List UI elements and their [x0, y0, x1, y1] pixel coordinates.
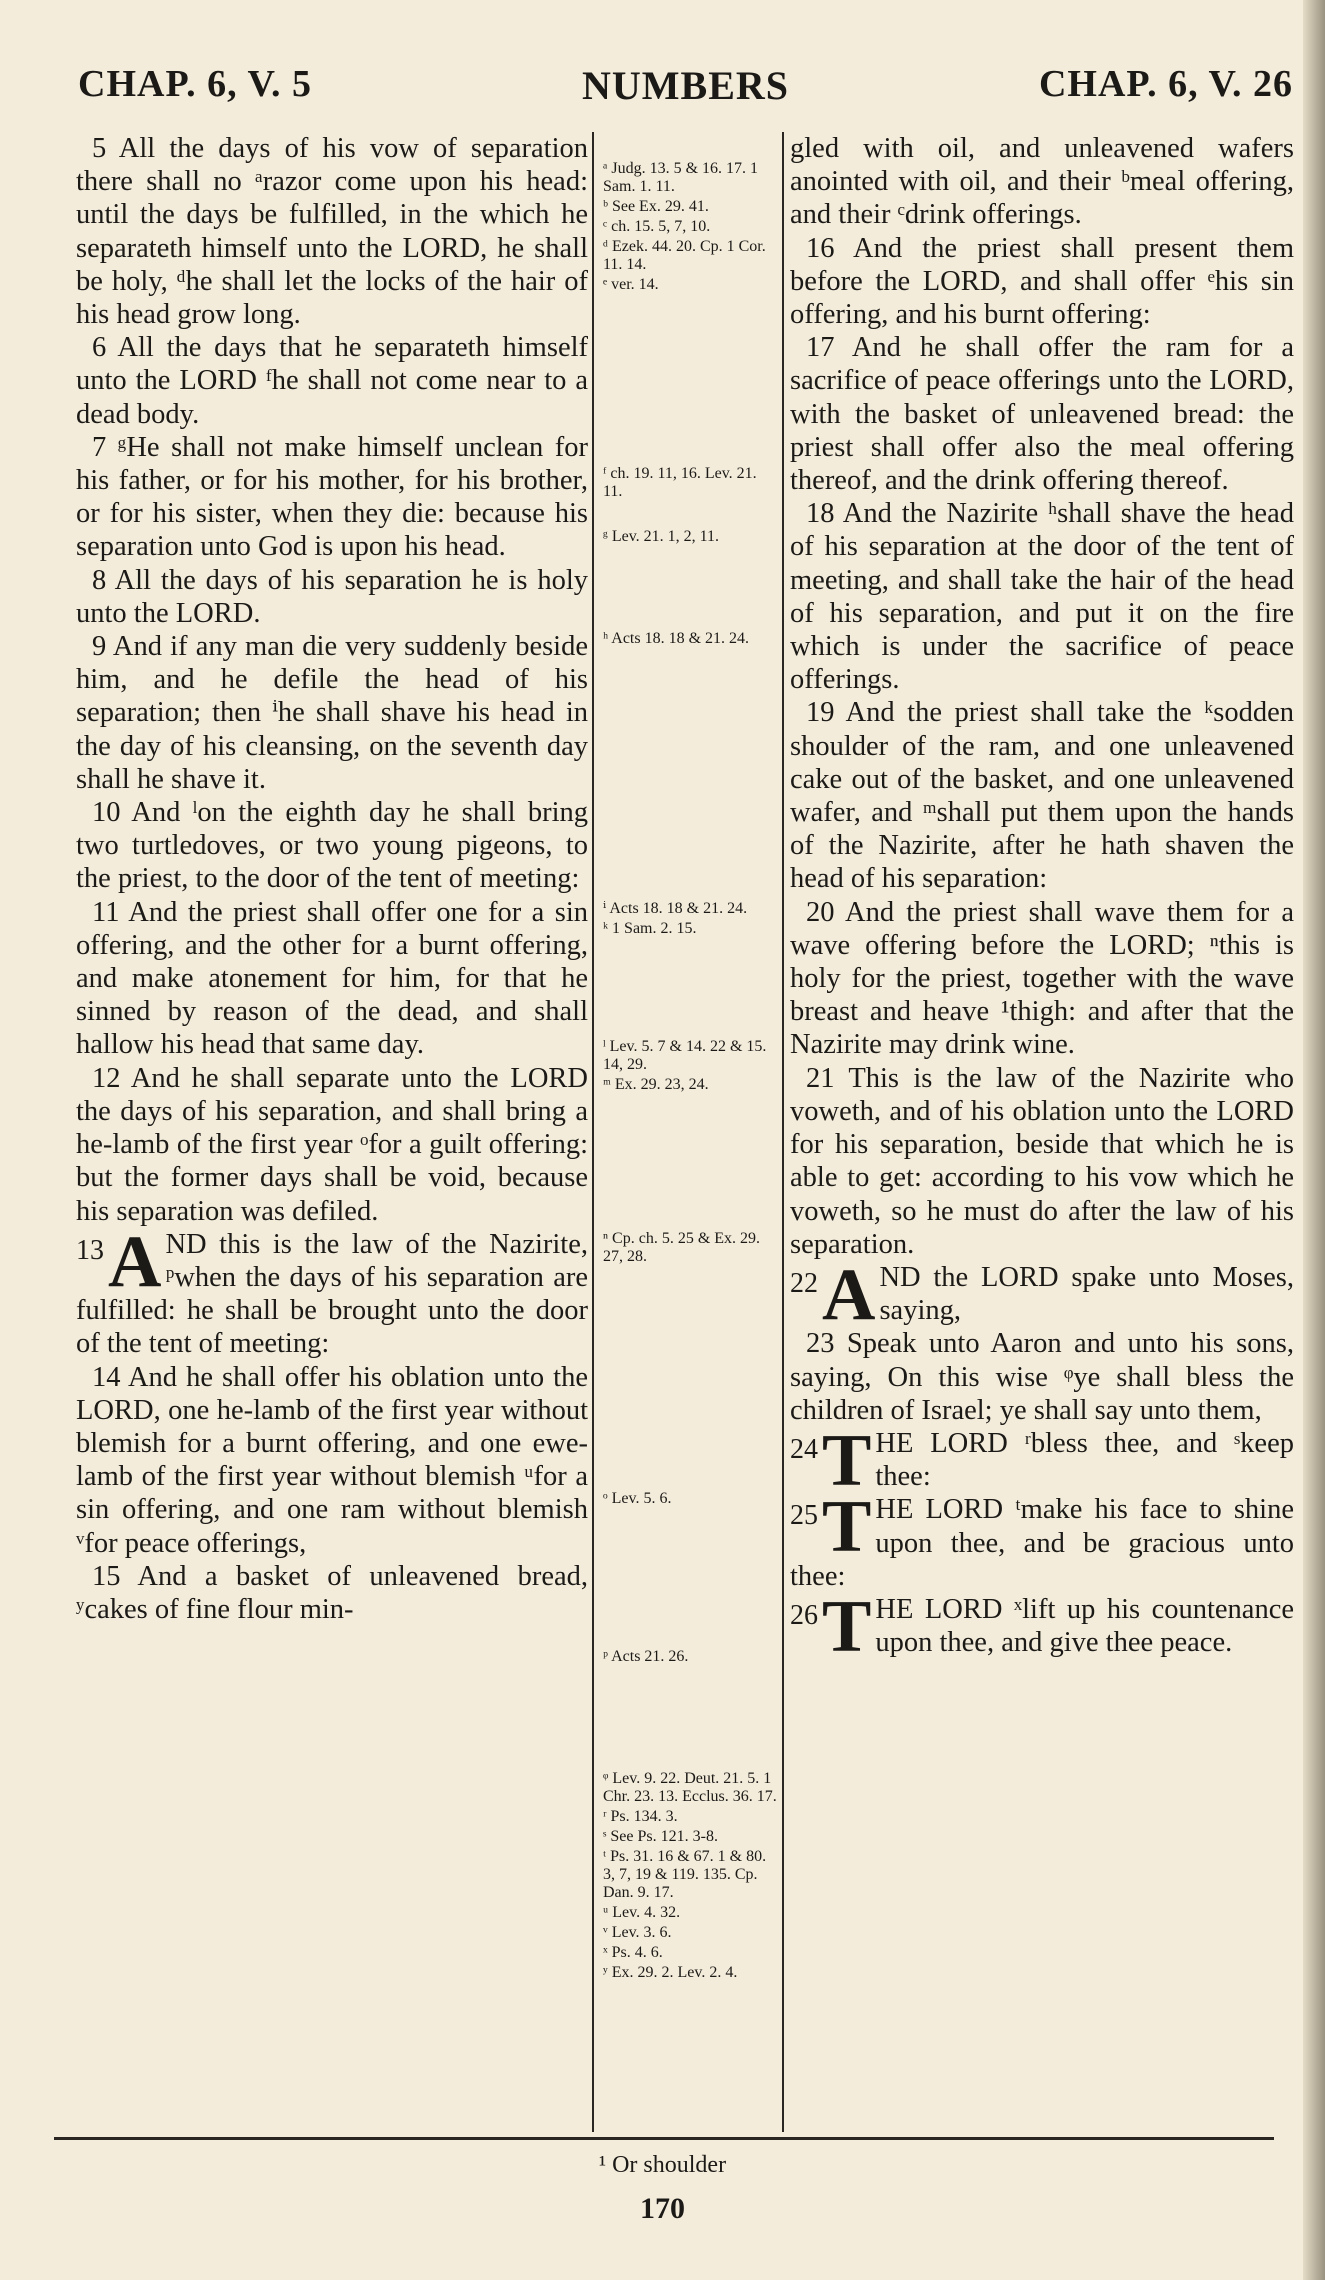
verse-6: 6 All the days that he separateth himself unto the LORD ᶠhe shall not come near to a dead body.	[76, 332, 588, 430]
page-binding-edge	[1303, 0, 1325, 2280]
xref-group-1	[603, 160, 778, 296]
verse-13	[76, 1220, 588, 1361]
xref-group-8	[603, 1490, 778, 1510]
verse-18: 18 And the Nazirite ʰshall shave the head of his separation at the door of the tent of meeting, and shall take the hair of the head of his separation, and put it on the fire which is under the sacrifice of peace offerings.	[790, 498, 1294, 696]
xref-h: ʰ Acts 18. 18 & 21. 24.	[603, 630, 750, 647]
xref-u: ᵘ Lev. 4. 32.	[603, 1904, 681, 1921]
verse-26-drop-cap: T	[822, 1585, 872, 1668]
left-text-column	[76, 132, 588, 1626]
verse-21: 21 This is the law of the Nazirite who voweth, and of his oblation unto the LORD for his separation, beside that which he is able to get: according to his vow which he voweth, so he must do after the law of his separation.	[790, 1062, 1294, 1260]
verse-13-drop-cap: A	[108, 1220, 162, 1303]
verse-10: 10 And ˡon the eighth day he shall bring two turtledoves, or two young pigeons, to the priest, to the door of the tent of meeting:	[76, 797, 588, 895]
xref-d: ᵈ Ezek. 44. 20. Cp. 1 Cor. 11. 14.	[603, 238, 766, 273]
verse-7: 7 ᵍHe shall not make himself unclean for his father, or for his mother, for his brother, or for his sister, when they die: because his separation unto God is upon his head.	[76, 431, 588, 563]
verse-22	[790, 1253, 1294, 1336]
verse-24-drop-cap: T	[822, 1419, 872, 1502]
xref-y: ʸ Ex. 29. 2. Lev. 2. 4.	[603, 1964, 738, 1981]
page-number: 170	[640, 2192, 685, 2225]
verse-24-number: 24	[790, 1433, 818, 1465]
chapter-verse-start: CHAP. 6, V. 5	[78, 63, 313, 105]
verse-25-number: 25	[790, 1500, 818, 1532]
verse-25	[790, 1486, 1294, 1593]
xref-c: ᶜ ch. 15. 5, 7, 10.	[603, 218, 711, 235]
xref-group-9	[603, 1648, 778, 1668]
xref-x: ˣ Ps. 4. 6.	[603, 1944, 663, 1961]
xref-q: ᵠ Lev. 9. 22. Deut. 21. 5. 1 Chr. 23. 13. Ecclus. 36. 17.	[603, 1770, 777, 1805]
verse-22-text: ND the LORD spake unto Moses, saying,	[879, 1261, 1294, 1327]
verse-5: 5 All the days of his vow of separation there shall no ᵃrazor come upon his head: until the days be fulfilled, in the which he separateth himself unto the LORD, he shall be holy, ᵈhe shall let the locks of the hair of his head grow long.	[76, 133, 588, 331]
verse-13-number: 13	[76, 1234, 104, 1266]
xref-group-5	[603, 900, 778, 940]
xref-n: ⁿ Cp. ch. 5. 25 & Ex. 29. 27, 28.	[603, 1230, 761, 1265]
xref-a: ᵃ Judg. 13. 5 & 16. 17. 1 Sam. 1. 11.	[603, 160, 759, 195]
verse-15-continued: gled with oil, and unleavened wafers anointed with oil, and their ᵇmeal offering, and their ᶜdrink offerings.	[790, 133, 1294, 231]
page-header	[78, 62, 1293, 118]
verse-13-text: ND this is the law of the Nazirite, ᵖwhen the days of his separation are fulfilled: he shall be brought unto the door of the tent of meeting:	[76, 1228, 588, 1360]
verse-15: 15 And a basket of unleavened bread, ʸcakes of fine flour min-	[76, 1560, 588, 1625]
xref-o: ᵒ Lev. 5. 6.	[603, 1490, 672, 1507]
xref-group-4	[603, 630, 778, 650]
verse-11: 11 And the priest shall offer one for a sin offering, and the other for a burnt offering, and make atonement for him, for that he sinned by reason of the dead, and shall hallow his head that same day.	[76, 896, 588, 1061]
chapter-verse-end: CHAP. 6, V. 26	[1038, 63, 1293, 105]
xref-group-10	[603, 1770, 778, 1984]
xref-group-6	[603, 1038, 778, 1096]
verse-26-number: 26	[790, 1599, 818, 1631]
xref-f: ᶠ ch. 19. 11, 16. Lev. 21. 11.	[603, 465, 757, 500]
verse-14: 14 And he shall offer his oblation unto the LORD, one he-lamb of the first year without blemish for a burnt offering, and one ewe-lamb of the first year without blemish ᵘfor a sin offering, and one ram without blemish ᵛfor peace offerings,	[76, 1361, 588, 1559]
column-divider-right	[782, 132, 784, 2132]
verse-19: 19 And the priest shall take the ᵏsodden shoulder of the ram, and one unleavened cake out of the basket, and one unleavened wafer, and ᵐshall put them upon the hands of the Nazirite, after he hath shaven the head of his separation:	[790, 697, 1294, 895]
xref-g: ᵍ Lev. 21. 1, 2, 11.	[603, 528, 720, 545]
xref-group-2	[603, 465, 778, 503]
verse-9: 9 And if any man die very suddenly beside him, and he defile the head of his separation; then ⁱhe shall shave his head in the day of his cleansing, on the seventh day shall he shave it.	[76, 631, 588, 795]
xref-i: ⁱ Acts 18. 18 & 21. 24.	[603, 900, 748, 917]
xref-v: ᵛ Lev. 3. 6.	[603, 1924, 672, 1941]
verse-25-drop-cap: T	[822, 1486, 872, 1569]
verse-16: 16 And the priest shall present them before the LORD, and shall offer ᵉhis sin offering, and his burnt offering:	[790, 232, 1294, 331]
bottom-rule	[54, 2137, 1274, 2140]
book-title: NUMBERS	[581, 63, 790, 108]
xref-group-7	[603, 1230, 778, 1268]
xref-k: ᵏ 1 Sam. 2. 15.	[603, 920, 697, 937]
right-text-column	[790, 132, 1294, 1668]
column-divider-left	[592, 132, 594, 2132]
verse-23: 23 Speak unto Aaron and unto his sons, saying, On this wise ᵠye shall bless the children of Israel; ye shall say unto them,	[790, 1328, 1294, 1426]
verse-12: 12 And he shall separate unto the LORD the days of his separation, and shall bring a he-lamb of the first year ᵒfor a guilt offering: but the former days shall be void, because his separation was defiled.	[76, 1062, 588, 1227]
verse-22-number: 22	[790, 1267, 818, 1299]
xref-t: ᵗ Ps. 31. 16 & 67. 1 & 80. 3, 7, 19 & 119. 135. Cp. Dan. 9. 17.	[603, 1848, 767, 1901]
verse-26-text: HE LORD ˣlift up his countenance upon thee, and give thee peace.	[875, 1593, 1294, 1659]
verse-17: 17 And he shall offer the ram for a sacrifice of peace offerings unto the LORD, with the basket of unleavened bread: the priest shall offer also the meal offering thereof, and the drink offering thereof.	[790, 332, 1294, 497]
verse-24-text: HE LORD ʳbless thee, and ˢkeep thee:	[875, 1427, 1294, 1493]
verse-26	[790, 1585, 1294, 1668]
verse-20: 20 And the priest shall wave them for a wave offering before the LORD; ⁿthis is holy for the priest, together with the wave breast and heave ¹thigh: and after that the Nazirite may drink wine.	[790, 896, 1294, 1061]
xref-r: ʳ Ps. 134. 3.	[603, 1808, 678, 1825]
xref-m: ᵐ Ex. 29. 23, 24.	[603, 1076, 709, 1093]
xref-p: ᵖ Acts 21. 26.	[603, 1648, 689, 1665]
xref-l: ˡ Lev. 5. 7 & 14. 22 & 15. 14, 29.	[603, 1038, 767, 1073]
verse-25-text: HE LORD ᵗmake his face to shine upon thee, and be gracious unto thee:	[790, 1494, 1294, 1592]
verse-24	[790, 1419, 1294, 1502]
xref-b: ᵇ See Ex. 29. 41.	[603, 198, 709, 215]
xref-group-3	[603, 528, 778, 548]
xref-s: ˢ See Ps. 121. 3-8.	[603, 1828, 718, 1845]
xref-e: ᵉ ver. 14.	[603, 276, 659, 293]
verse-8: 8 All the days of his separation he is holy unto the LORD.	[76, 564, 588, 629]
verse-22-drop-cap: A	[822, 1253, 876, 1336]
footnote: ¹ Or shoulder	[598, 2152, 727, 2178]
